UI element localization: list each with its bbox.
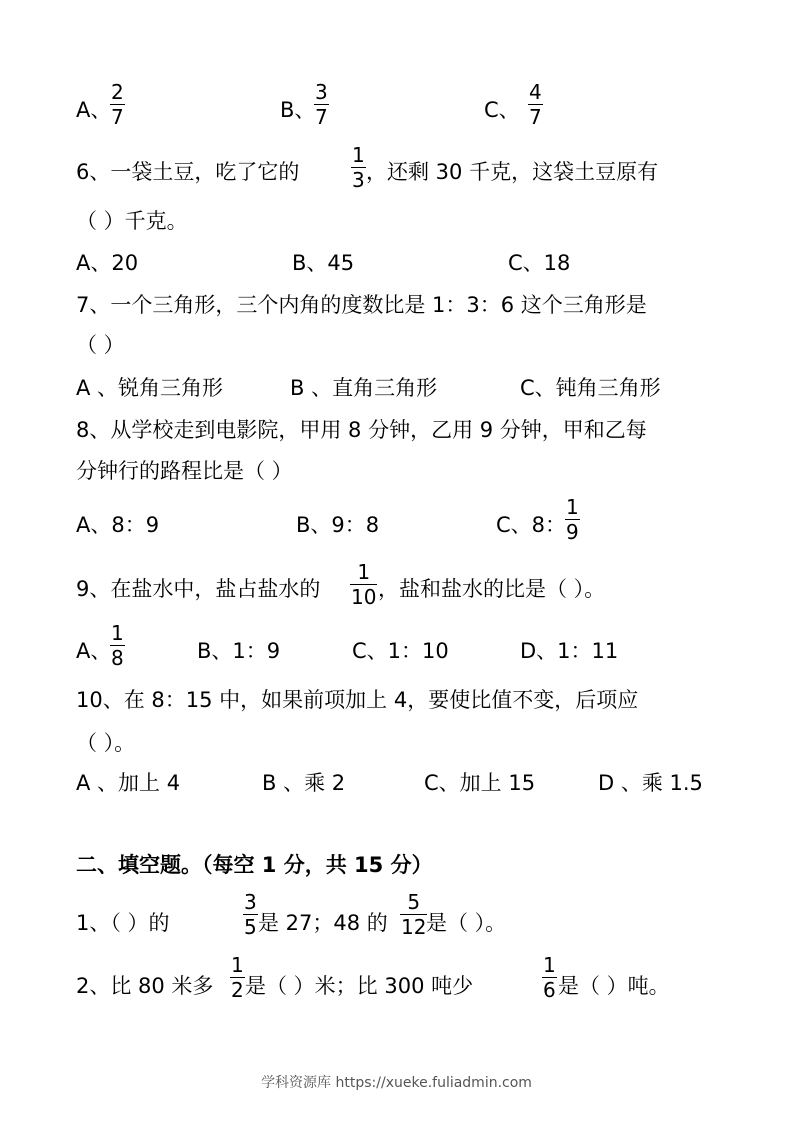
q6-text-after: ，还剩 30 千克，这袋土豆原有 xyxy=(366,160,659,184)
q9-option-a-fraction: 1 8 xyxy=(111,621,124,670)
fill2-part1: 2、比 80 米多 xyxy=(76,974,214,998)
fill2-fraction-1: 1 2 xyxy=(231,953,244,1002)
q6-fraction: 1 3 xyxy=(352,143,365,192)
fill1-fraction-2: 5 12 xyxy=(401,890,427,939)
q7-option-a: A 、锐角三角形 xyxy=(76,376,224,400)
fill2-fraction-2: 1 6 xyxy=(543,953,556,1002)
q9-fraction: 1 10 xyxy=(351,560,377,609)
q6-blank: （ ）千克。 xyxy=(76,209,188,233)
q10-option-d: D 、乘 1.5 xyxy=(598,771,703,795)
q7-option-b: B 、直角三角形 xyxy=(290,376,438,400)
footer-watermark: 学科资源库 https://xueke.fuliadmin.com xyxy=(261,1075,532,1091)
q9-text-after: ，盐和盐水的比是（ ）。 xyxy=(378,577,606,601)
q6-option-a: A、20 xyxy=(76,251,139,275)
q9-option-c: C、1：10 xyxy=(352,639,449,663)
fill1-part3: 是（ ）。 xyxy=(426,911,507,935)
q9-text-before: 9、在盐水中，盐占盐水的 xyxy=(76,577,321,601)
q10-option-a: A 、加上 4 xyxy=(76,771,181,795)
fill2-part2: 是（ ）米；比 300 吨少 xyxy=(245,974,474,998)
q9-option-b: B、1：9 xyxy=(197,639,281,663)
q9-option-a-label: A、 xyxy=(76,639,112,663)
q5-option-b-fraction: 3 7 xyxy=(315,80,328,129)
q8-option-b: B、9：8 xyxy=(296,513,380,537)
fill1-fraction-1: 3 5 xyxy=(244,890,257,939)
q8-option-a: A、8：9 xyxy=(76,513,160,537)
q7-blank: （ ） xyxy=(76,333,125,357)
q8-text: 8、从学校走到电影院，甲用 8 分钟，乙用 9 分钟，甲和乙每 xyxy=(76,418,647,442)
q8-option-c-label: C、8： xyxy=(496,513,567,537)
q10-text: 10、在 8：15 中，如果前项加上 4，要使比值不变，后项应 xyxy=(76,688,639,712)
q10-option-c: C、加上 15 xyxy=(424,771,536,795)
q5-option-a-label: A、 xyxy=(76,98,112,122)
q7-text: 7、一个三角形，三个内角的度数比是 1：3：6 这个三角形是 xyxy=(76,293,647,317)
q5-option-a-fraction: 2 7 xyxy=(111,80,124,129)
q8-option-c-fraction: 1 9 xyxy=(566,495,579,544)
q5-option-b-label: B、 xyxy=(280,98,316,122)
section-2-title: 二、填空题。（每空 1 分，共 15 分） xyxy=(76,853,433,877)
fill1-part2: 是 27；48 的 xyxy=(258,911,388,935)
fill2-part3: 是（ ）吨。 xyxy=(558,974,670,998)
q6-option-c: C、18 xyxy=(508,251,571,275)
q7-option-c: C、钝角三角形 xyxy=(520,376,661,400)
q8-text-continued: 分钟行的路程比是（ ） xyxy=(76,459,293,483)
fill1-part1: 1、（ ）的 xyxy=(76,911,170,935)
q6-option-b: B、45 xyxy=(292,251,355,275)
q5-option-c-fraction: 4 7 xyxy=(529,80,542,129)
q10-option-b: B 、乘 2 xyxy=(262,771,346,795)
q5-option-c-label: C、 xyxy=(484,98,520,122)
q9-option-d: D、1：11 xyxy=(520,639,619,663)
q6-text-before: 6、一袋土豆，吃了它的 xyxy=(76,160,300,184)
q10-blank: （ ）。 xyxy=(76,731,136,755)
